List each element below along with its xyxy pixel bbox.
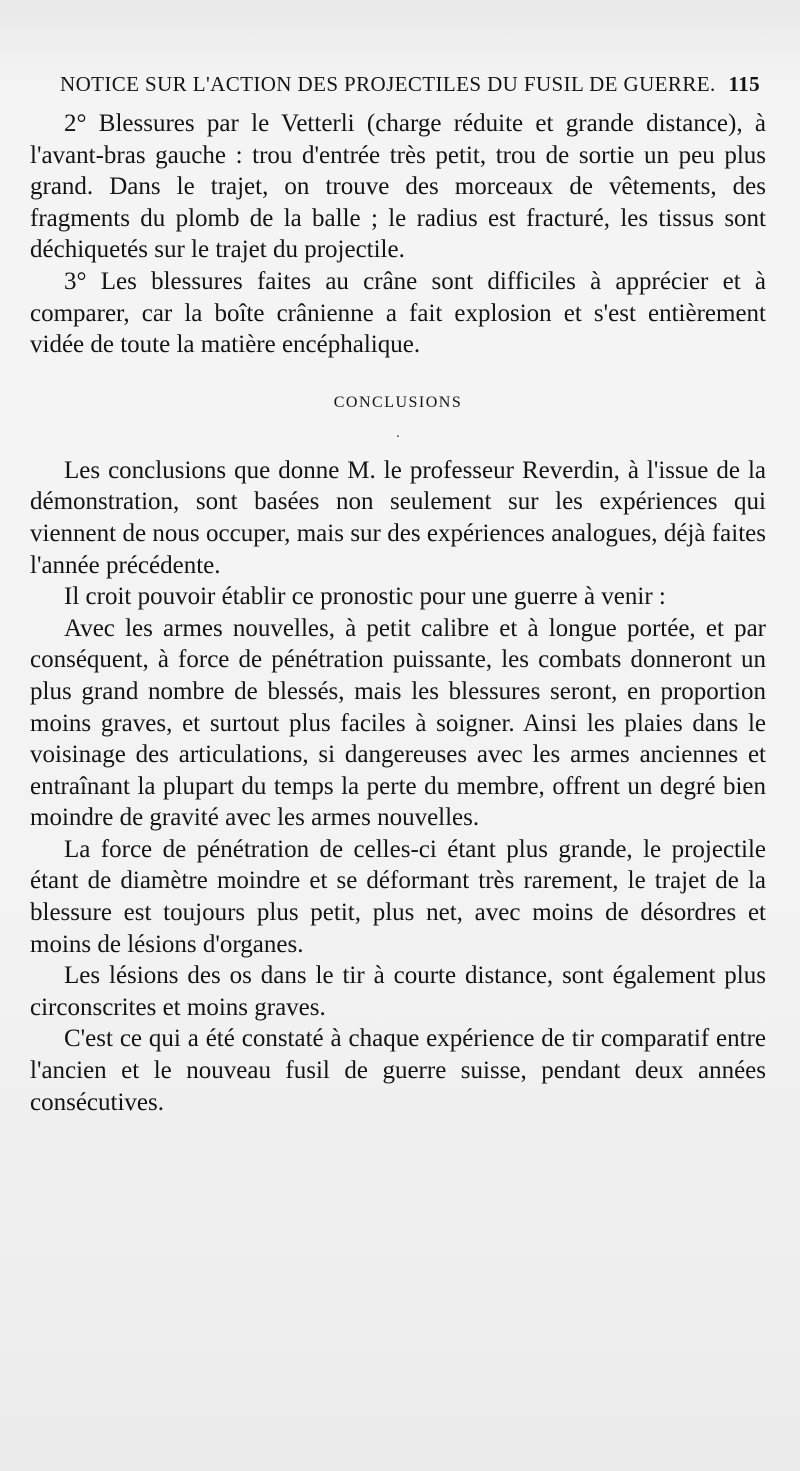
page-body: [30, 108, 766, 1118]
paragraph: Il croit pouvoir établir ce pronostic pour une guerre à venir :: [64, 583, 666, 611]
paragraph: Les lésions des os dans le tir à courte distance, sont également plus circonscrites et moins graves.: [30, 962, 766, 1021]
paragraph: Avec les armes nouvelles, à petit calibre et à longue portée, et par conséquent, à force de pénétration puissante, les combats donneront un plus grand nombre de blessés, mais les blessures seront, en proportion moins graves, et surtout plus faciles à soigner. Ainsi les plaies dans le voisinage des articulations, si dangereuses avec les armes anciennes et entraînant la plupart du temps la perte du membre, offrent un degré bien moindre de gravité avec les armes nouvelles.: [30, 614, 766, 832]
divider-dot: ·: [395, 429, 401, 445]
section-title: CONCLUSIONS: [333, 393, 463, 411]
page-number: 115: [728, 72, 760, 96]
paragraph: 2° Blessures par le Vetterli (charge réduite et grande distance), à l'avant-bras gauche : trou d'entrée très petit, trou de sortie un peu plus grand. Dans le trajet, on trouve des morceaux de vêtements, des fragments du plomb de la balle ; le radius est fracturé, les tissus sont déchiquetés sur le trajet du projectile.: [30, 110, 766, 264]
paragraph: La force de pénétration de celles-ci étant plus grande, le projectile étant de diamètre moindre et se déformant très rarement, le trajet de la blessure est toujours plus petit, plus net, avec moins de désordres et moins de lésions d'organes.: [30, 835, 766, 958]
running-title: NOTICE SUR L'ACTION DES PROJECTILES DU FUSIL DE GUERRE.: [60, 72, 716, 96]
running-header: [60, 72, 760, 97]
paragraph: Les conclusions que donne M. le professeur Reverdin, à l'issue de la démonstration, sont basées non seulement sur les expériences qui viennent de nous occuper, mais sur des expériences analogues, déjà faites l'année précédente.: [30, 456, 766, 579]
paragraph: C'est ce qui a été constaté à chaque expérience de tir comparatif entre l'ancien et le nouveau fusil de guerre suisse, pendant deux années consécutives.: [30, 1025, 766, 1116]
paragraph: 3° Les blessures faites au crâne sont difficiles à apprécier et à comparer, car la boîte crânienne a fait explosion et s'est entièrement vidée de toute la matière encéphalique.: [30, 267, 766, 359]
